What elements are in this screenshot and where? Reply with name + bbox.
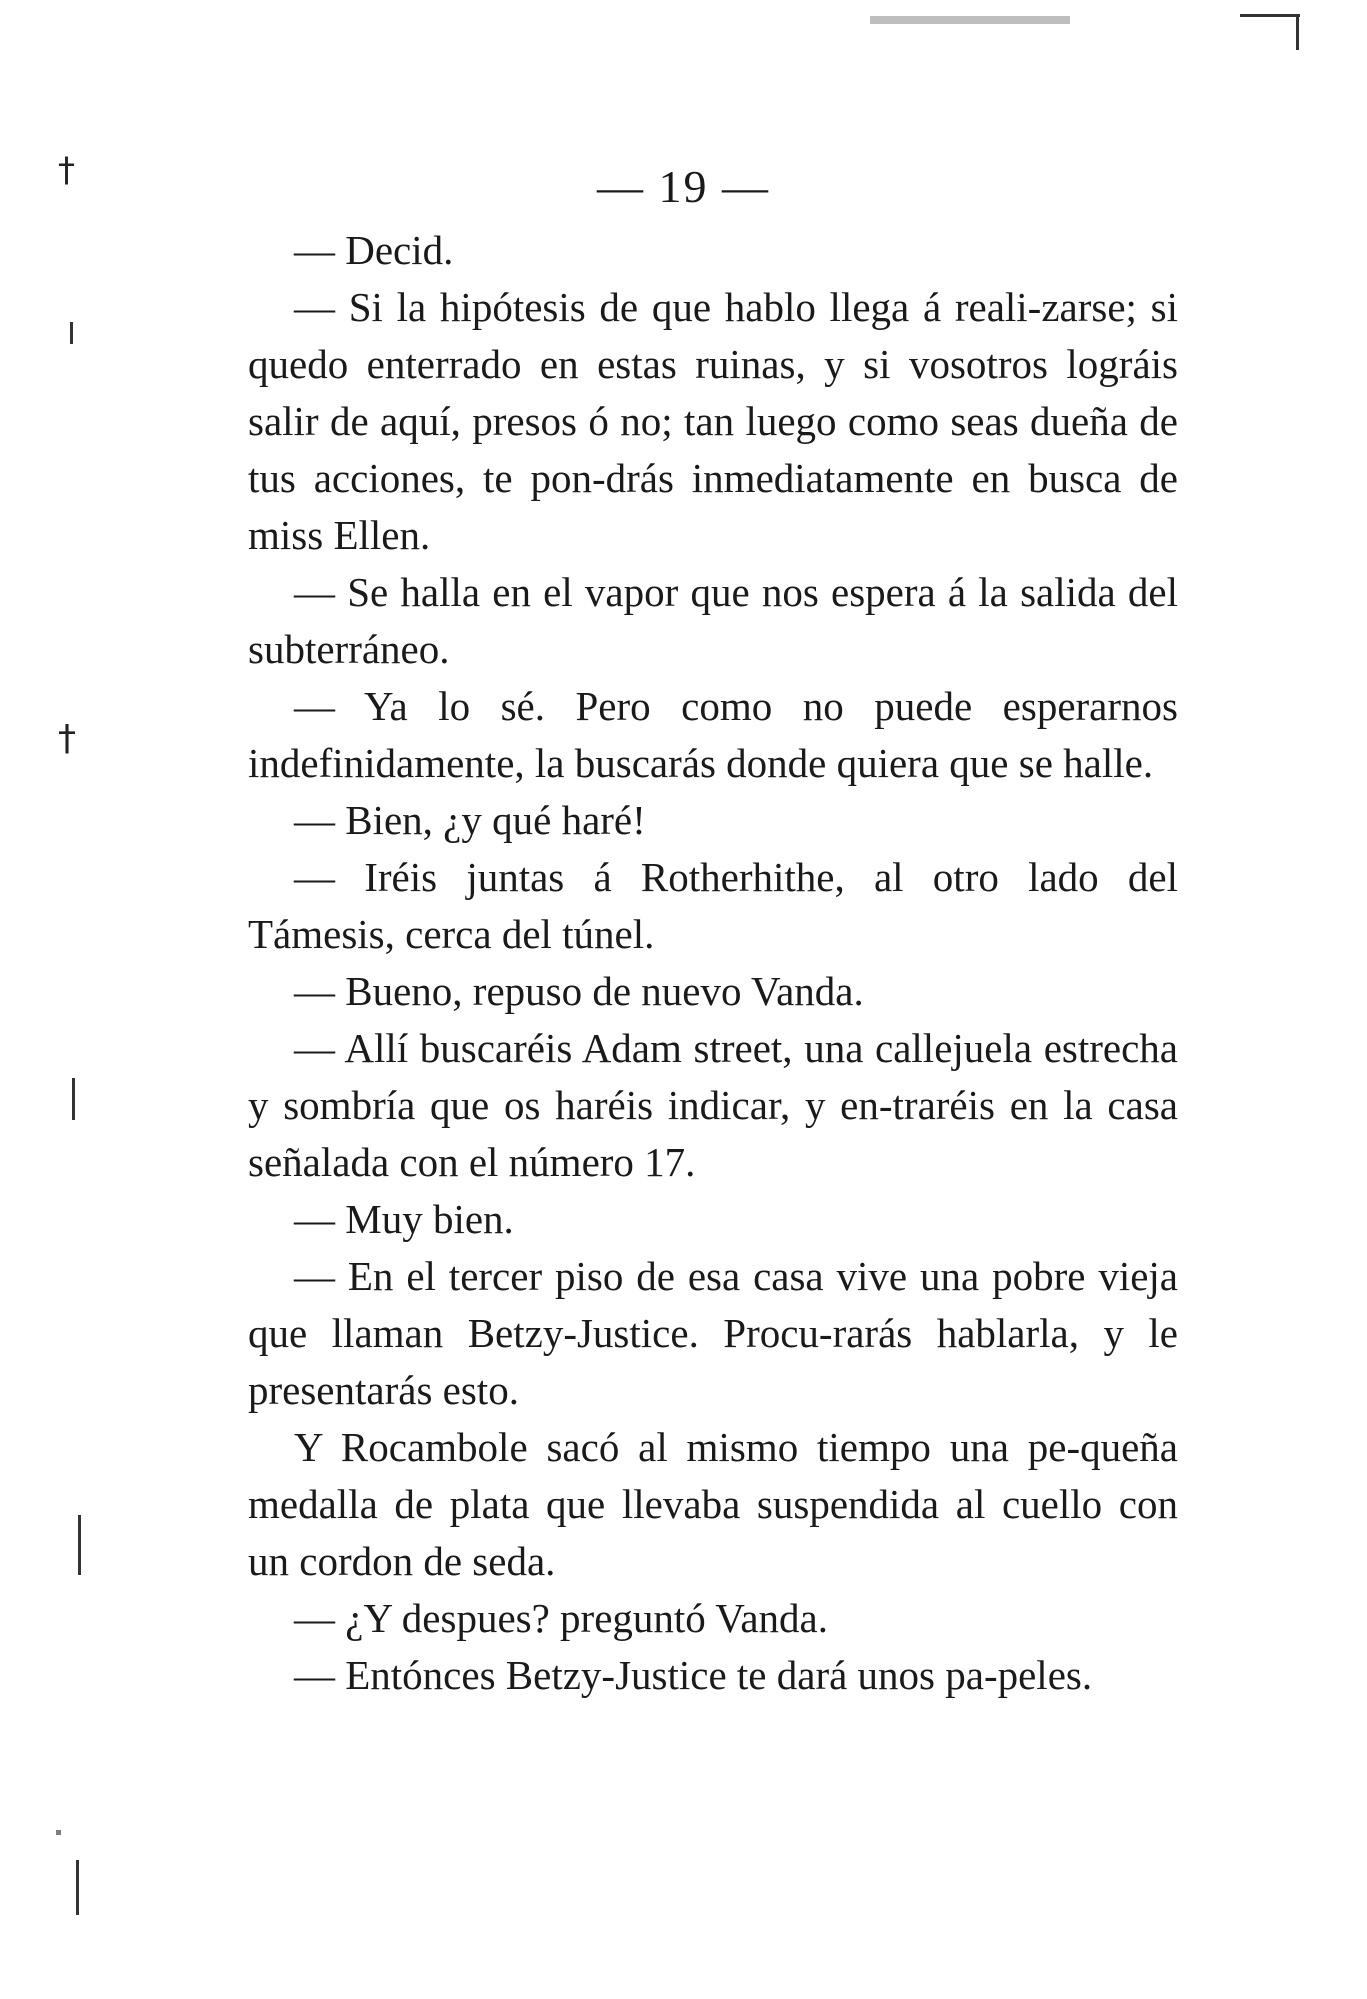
margin-mark-4 bbox=[72, 1078, 75, 1120]
paragraph: — Si la hipótesis de que hablo llega á reali-zarse; si quedo enterrado en estas ruinas, y si vosotros lográis salir de aquí, presos ó no; tan luego como seas dueña de tus acciones, te pon-drás inmediatamente en busca de miss Ellen. bbox=[248, 284, 1178, 558]
paragraph: — Bien, ¿y qué haré! bbox=[294, 797, 646, 843]
scan-artifact-top bbox=[870, 16, 1070, 24]
scan-artifact-corner-vertical bbox=[1296, 14, 1299, 50]
paragraph: — Iréis juntas á Rotherhithe, al otro lado del Támesis, cerca del túnel. bbox=[248, 854, 1178, 957]
margin-mark-5 bbox=[78, 1515, 81, 1575]
paragraph: — ¿Y despues? preguntó Vanda. bbox=[294, 1595, 829, 1641]
paragraph: Y Rocambole sacó al mismo tiempo una pe-queña medalla de plata que llevaba suspendida al cuello con un cordon de seda. bbox=[248, 1424, 1178, 1584]
paragraph: — Ya lo sé. Pero como no puede esperarnos indefinidamente, la buscarás donde quiera que se halle. bbox=[248, 683, 1178, 786]
paragraph: — Muy bien. bbox=[294, 1196, 514, 1242]
margin-mark-2 bbox=[70, 322, 73, 344]
page-number: — 19 — bbox=[597, 161, 770, 212]
paragraph: — Decid. bbox=[294, 227, 454, 273]
paragraph: — Entónces Betzy-Justice te dará unos pa-peles. bbox=[294, 1652, 1093, 1698]
paragraph: — Bueno, repuso de nuevo Vanda. bbox=[294, 968, 864, 1014]
margin-mark-3: † bbox=[58, 718, 76, 759]
margin-mark-6 bbox=[76, 1860, 79, 1915]
paragraph: — Se halla en el vapor que nos espera á la salida del subterráneo. bbox=[248, 569, 1178, 672]
scan-artifact-corner bbox=[1240, 14, 1300, 17]
margin-mark-1: † bbox=[58, 150, 75, 190]
body-text bbox=[248, 222, 1178, 1704]
paragraph: — Allí buscaréis Adam street, una callejuela estrecha y sombría que os haréis indicar, y en-traréis en la casa señalada con el número 17. bbox=[248, 1025, 1178, 1185]
paragraph: — En el tercer piso de esa casa vive una pobre vieja que llaman Betzy-Justice. Procu-rarás hablarla, y le presentarás esto. bbox=[248, 1253, 1178, 1413]
margin-dot bbox=[56, 1830, 61, 1835]
